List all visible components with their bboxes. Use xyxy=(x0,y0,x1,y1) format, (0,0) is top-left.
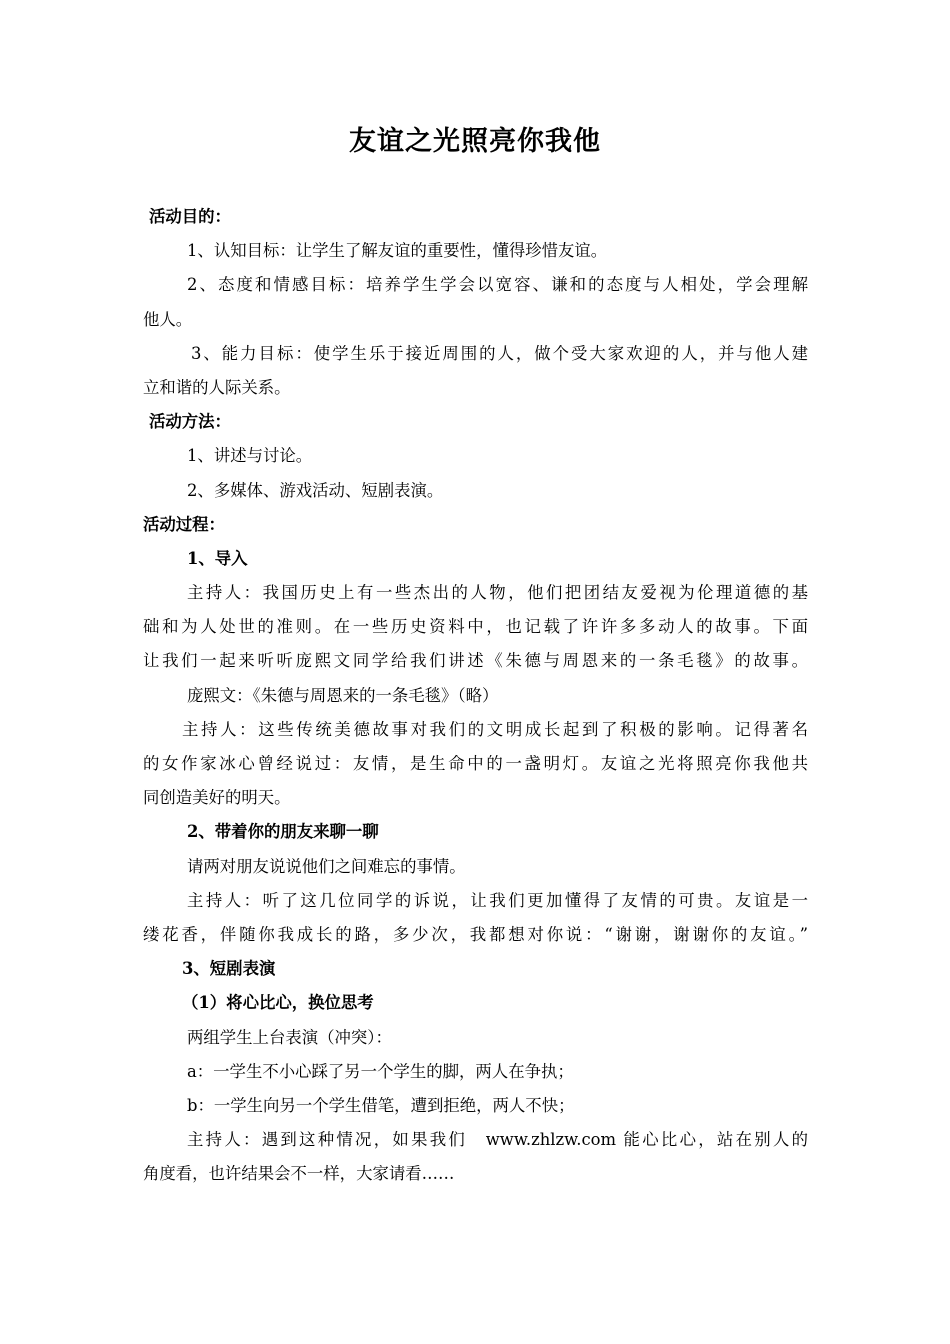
document-line: 活动方法： xyxy=(149,412,231,432)
document-line: 请两对朋友说说他们之间难忘的事情。 xyxy=(187,856,466,876)
document-line: 3、能力目标：使学生乐于接近周围的人，做个受大家欢迎的人，并与他人建 xyxy=(191,343,808,363)
document-line: 1、认知目标：让学生了解友谊的重要性，懂得珍惜友谊。 xyxy=(187,241,608,261)
document-line: 主持人：我国历史上有一些杰出的人物，他们把团结友爱视为伦理道德的基 xyxy=(187,583,808,603)
document-line: 缕花香，伴随你我成长的路，多少次，我都想对你说：“谢谢，谢谢你的友谊。” xyxy=(143,924,808,944)
document-line: 1、讲述与讨论。 xyxy=(187,446,313,466)
document-body xyxy=(143,200,808,1191)
document-line: 主持人：遇到这种情况，如果我们 www.zhlzw.com 能心比心，站在别人的 xyxy=(187,1130,808,1150)
document-line: 2、多媒体、游戏活动、短剧表演。 xyxy=(187,480,444,500)
document-line: 让我们一起来听听庞熙文同学给我们讲述《朱德与周恩来的一条毛毯》的故事。 xyxy=(143,651,808,671)
document-line: 3、短剧表演 xyxy=(182,959,276,979)
document-line: 2、态度和情感目标：培养学生学会以宽容、谦和的态度与人相处，学会理解 xyxy=(187,275,808,295)
document-line: 的女作家冰心曾经说过：友情，是生命中的一盏明灯。友谊之光将照亮你我他共 xyxy=(143,754,808,773)
document-line: 2、带着你的朋友来聊一聊 xyxy=(187,822,379,842)
document-line: 两组学生上台表演（冲突）： xyxy=(187,1027,392,1047)
document-line: 同创造美好的明天。 xyxy=(143,788,291,808)
document-line: b：一学生向另一个学生借笔，遭到拒绝，两人不快； xyxy=(187,1095,575,1115)
document-line: 1、导入 xyxy=(187,548,248,568)
document-line: 活动过程： xyxy=(143,514,225,534)
document-line: 活动目的： xyxy=(149,207,231,226)
document-line: 立和谐的人际关系。 xyxy=(143,377,291,397)
document-line: （1）将心比心，换位思考 xyxy=(182,993,374,1013)
document-line: 角度看，也许结果会不一样，大家请看…… xyxy=(143,1164,455,1184)
document-line: 主持人：这些传统美德故事对我们的文明成长起到了积极的影响。记得著名 xyxy=(182,719,808,739)
document-line: 庞熙文：《朱德与周恩来的一条毛毯》（略） xyxy=(187,685,499,705)
document-title: 友谊之光照亮你我他 xyxy=(349,126,601,157)
document-line: a：一学生不小心踩了另一个学生的脚，两人在争执； xyxy=(187,1061,574,1081)
document-line: 础和为人处世的准则。在一些历史资料中，也记载了许许多多动人的故事。下面 xyxy=(143,617,808,637)
document-line: 他人。 xyxy=(143,309,193,329)
document-line: 主持人：听了这几位同学的诉说，让我们更加懂得了友情的可贵。友谊是一 xyxy=(187,890,808,910)
